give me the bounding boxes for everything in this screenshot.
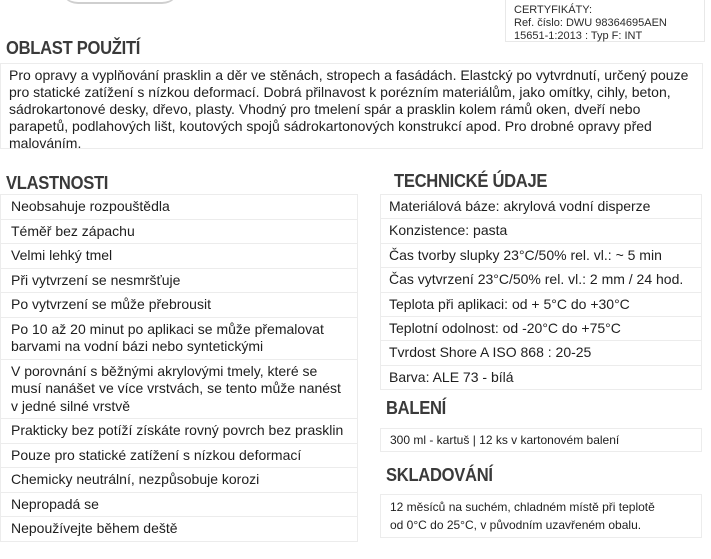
certificates-ref: Ref. číslo: DWU 98364695AEN [514, 17, 667, 29]
list-item: Po vytvrzení se může přebrousit [1, 293, 357, 318]
list-item: Pouze pro statické zatížení s nízkou deformací [1, 444, 357, 469]
tech-item: Barva: ALE 73 - bílá [389, 368, 514, 385]
list-item: Nepoužívejte během deště [11, 520, 178, 536]
storage-line-2: od 0°C do 25°C, v původním uzavřeném obalu. [390, 518, 642, 532]
list-item: Při vytvrzení se nesmršťuje [1, 269, 357, 294]
tech-item: Teplota při aplikaci: od + 5°C do +30°C [381, 293, 701, 317]
tech-item: Čas tvorby slupky 23°C/50% rel. vl.: ~ 5 min [381, 244, 701, 268]
storage-line-1: 12 měsíců na suchém, chladném místě při teplotě [390, 500, 655, 514]
product-image-edge [60, 0, 180, 4]
tech-item: Materiálová báze: akrylová vodní disperze [381, 195, 701, 219]
properties-heading: VLASTNOSTI [6, 173, 109, 193]
list-item: Neobsahuje rozpouštědla [1, 195, 357, 220]
list-item: Nepropadá se [1, 493, 357, 518]
list-item: Téměř bez zápachu [1, 220, 357, 245]
packaging-heading: BALENÍ [386, 398, 446, 418]
tech-item: Tvrdost Shore A ISO 868 : 20-25 [381, 341, 701, 365]
list-item: Po 10 až 20 minut po aplikaci se může přemalovat barvami na vodní bázi nebo syntetickými [1, 318, 357, 360]
packaging-info: 300 ml - kartuš | 12 ks v kartonovém balení [380, 428, 702, 452]
usage-heading: OBLAST POUŽITÍ [6, 38, 141, 58]
list-item: Chemicky neutrální, nezpůsobuje korozi [1, 468, 357, 493]
tech-item: Teplotní odolnost: od -20°C do +75°C [381, 317, 701, 341]
list-item: V porovnání s běžnými akrylovými tmely, které se musí nanášet ve více vrstvách, se tento může nanést v jedné silné vrstvě [1, 360, 357, 420]
certificates-title: CERTYFIKÁTY: [514, 4, 593, 16]
tech-item: Čas vytvrzení 23°C/50% rel. vl.: 2 mm / 24 hod. [381, 268, 701, 292]
technical-list [380, 194, 702, 390]
properties-list [0, 194, 358, 542]
certificates-box [505, 0, 705, 42]
list-item: Velmi lehký tmel [1, 244, 357, 269]
technical-heading: TECHNICKÉ ÚDAJE [394, 171, 548, 191]
storage-info [380, 494, 702, 538]
tech-item: Konzistence: pasta [381, 219, 701, 243]
storage-heading: SKLADOVÁNÍ [386, 465, 493, 485]
usage-description: Pro opravy a vyplňování prasklin a děr ve stěnách, stropech a fasádách. Elastcký po vytvrdnutí, určený pouze pro statické zatížení s nízkou deformací. Dobrá přilnavost k porézním materiálům, jako omítky, cihly, beton, sádrokartonové desky, dřevo, plasty. Vhodný pro tmelení spár a prasklin kolem rámů oken, dveří nebo parapetů, podlahových lišt, koutových spojů sádrokartonových konstrukcí apod. Pro drobné opravy před malováním. [0, 63, 703, 149]
list-item: Prakticky bez potíží získáte rovný povrch bez prasklin [1, 419, 357, 444]
certificates-norm: 15651-1:2013 : Typ F: INT [514, 30, 643, 42]
